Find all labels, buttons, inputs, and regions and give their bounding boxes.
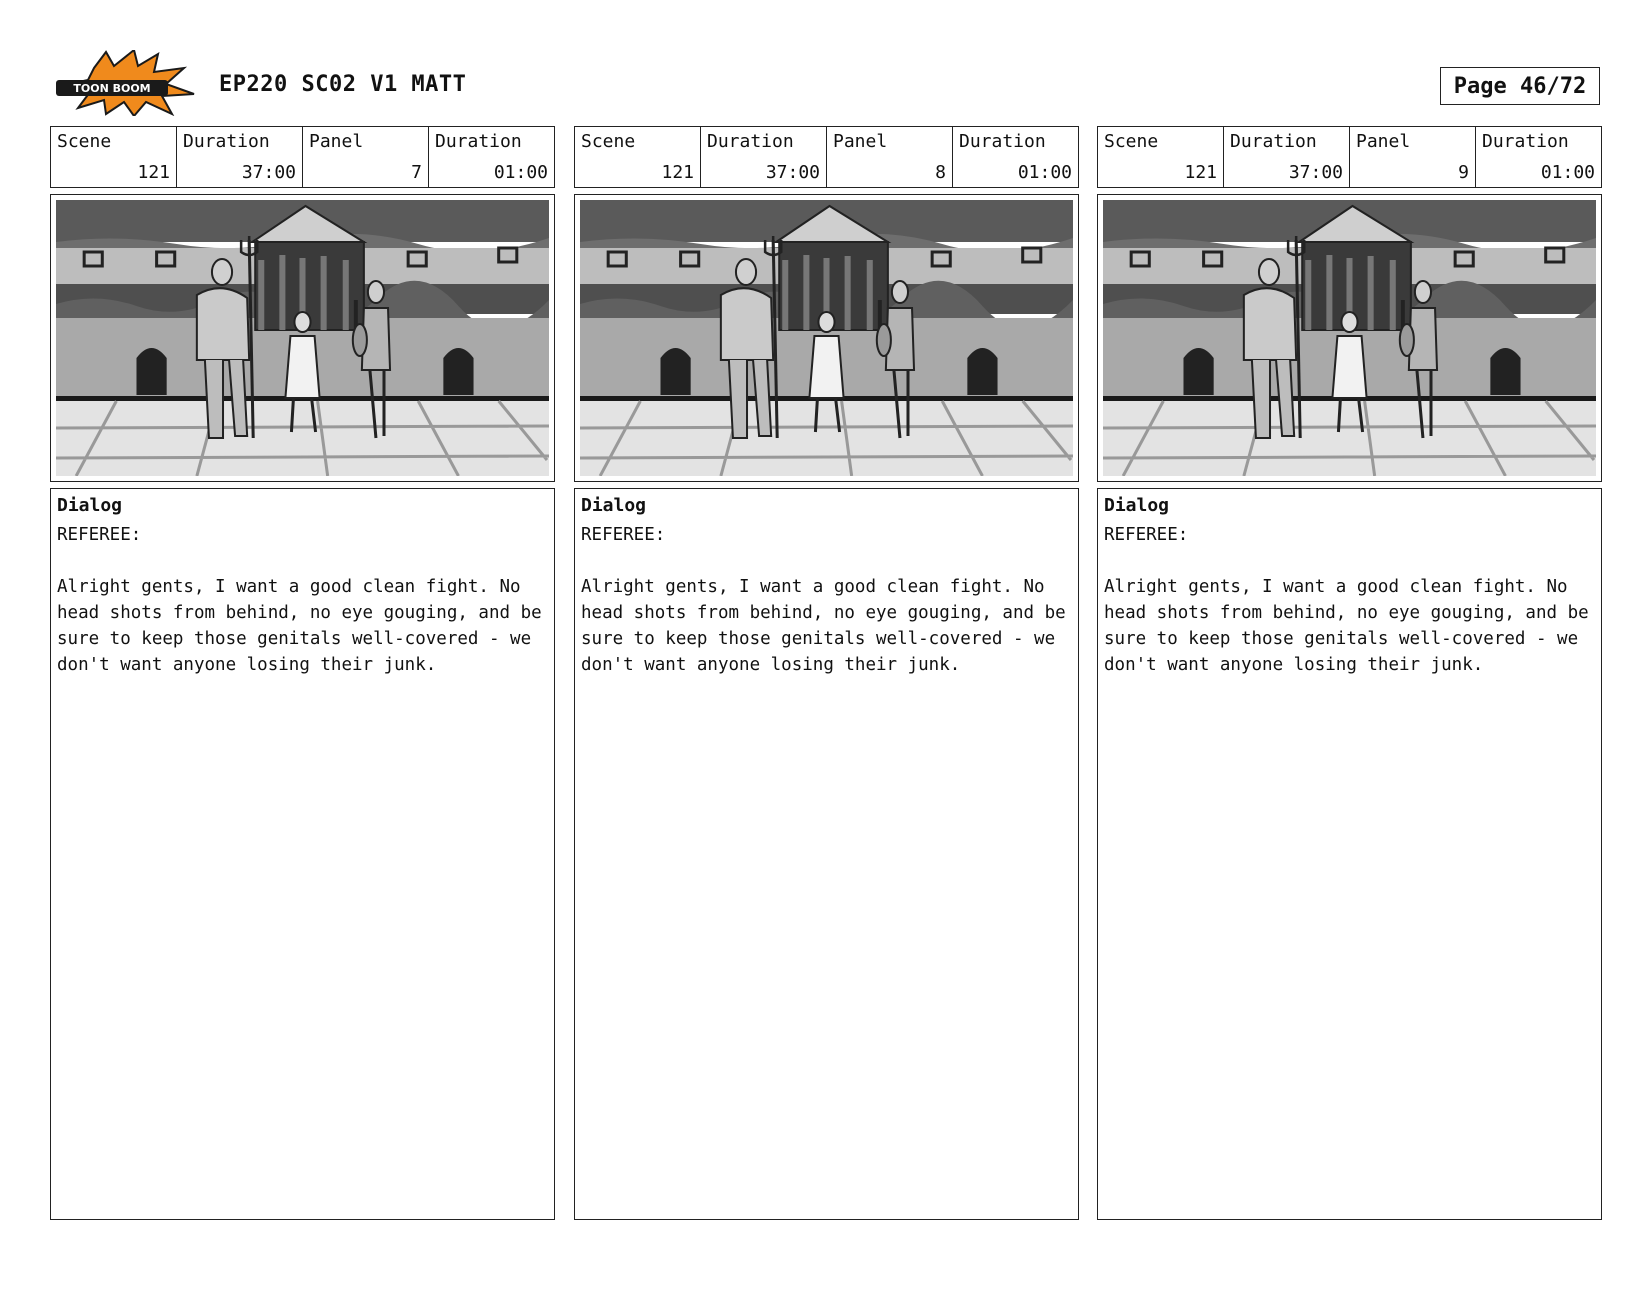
dialog-box (50, 488, 555, 1220)
dialog-text: Alright gents, I want a good clean fight. No head shots from behind, no eye gouging, and be sure to keep those genitals well-covered - we don't want anyone losing their junk. (57, 577, 542, 675)
panel-cell (827, 127, 953, 187)
storyboard-frame (574, 194, 1079, 482)
duration-label: Duration (707, 131, 794, 152)
panel-label: Panel (833, 131, 888, 152)
panel-duration: 01:00 (1017, 162, 1072, 183)
panel-duration-cell (429, 127, 554, 187)
duration-label: Duration (435, 131, 522, 152)
dialog-heading: Dialog (57, 495, 123, 516)
scene-duration-cell (701, 127, 827, 187)
panel-info-row (50, 126, 555, 188)
panel-number: 8 (935, 162, 946, 183)
duration-label: Duration (183, 131, 270, 152)
dialog-box (574, 488, 1079, 1220)
logo-text: TOON BOOM (73, 82, 151, 95)
panel-label: Panel (309, 131, 364, 152)
scene-duration-cell (1224, 127, 1350, 187)
dialog-heading: Dialog (581, 495, 647, 516)
scene-duration-cell (177, 127, 303, 187)
panel-number: 9 (1458, 162, 1469, 183)
scene-label: Scene (57, 131, 112, 152)
document-title: EP220 SC02 V1 MATT (219, 72, 467, 97)
scene-duration: 37:00 (765, 162, 820, 183)
storyboard-frame (1097, 194, 1602, 482)
scene-number: 121 (137, 162, 170, 183)
panel-cell (1350, 127, 1476, 187)
panel-column-1 (50, 126, 555, 1220)
dialog-speaker: REFEREE: (57, 525, 142, 545)
panel-duration: 01:00 (493, 162, 548, 183)
scene-cell (51, 127, 177, 187)
dialog-speaker: REFEREE: (581, 525, 666, 545)
storyboard-frame (50, 194, 555, 482)
arena-sketch (580, 200, 1073, 476)
panel-duration: 01:00 (1540, 162, 1595, 183)
panel-number: 7 (411, 162, 422, 183)
scene-label: Scene (1104, 131, 1159, 152)
panel-duration-cell (953, 127, 1078, 187)
scene-label: Scene (581, 131, 636, 152)
arena-sketch (56, 200, 549, 476)
duration-label: Duration (1230, 131, 1317, 152)
dialog-heading: Dialog (1104, 495, 1170, 516)
panel-duration-cell (1476, 127, 1601, 187)
panel-cell (303, 127, 429, 187)
panel-info-row (1097, 126, 1602, 188)
dialog-speaker: REFEREE: (1104, 525, 1189, 545)
panel-column-2 (574, 126, 1079, 1220)
dialog-text: Alright gents, I want a good clean fight. No head shots from behind, no eye gouging, and be sure to keep those genitals well-covered - we don't want anyone losing their junk. (1104, 577, 1589, 675)
scene-cell (1098, 127, 1224, 187)
toon-boom-logo (54, 50, 198, 116)
arena-sketch (1103, 200, 1596, 476)
panel-info-row (574, 126, 1079, 188)
scene-duration: 37:00 (1288, 162, 1343, 183)
duration-label: Duration (1482, 131, 1569, 152)
panel-column-3 (1097, 126, 1602, 1220)
scene-cell (575, 127, 701, 187)
duration-label: Duration (959, 131, 1046, 152)
panel-label: Panel (1356, 131, 1411, 152)
scene-number: 121 (661, 162, 694, 183)
page-indicator: Page 46/72 (1440, 67, 1600, 105)
scene-number: 121 (1184, 162, 1217, 183)
scene-duration: 37:00 (241, 162, 296, 183)
dialog-text: Alright gents, I want a good clean fight. No head shots from behind, no eye gouging, and be sure to keep those genitals well-covered - we don't want anyone losing their junk. (581, 577, 1066, 675)
dialog-box (1097, 488, 1602, 1220)
